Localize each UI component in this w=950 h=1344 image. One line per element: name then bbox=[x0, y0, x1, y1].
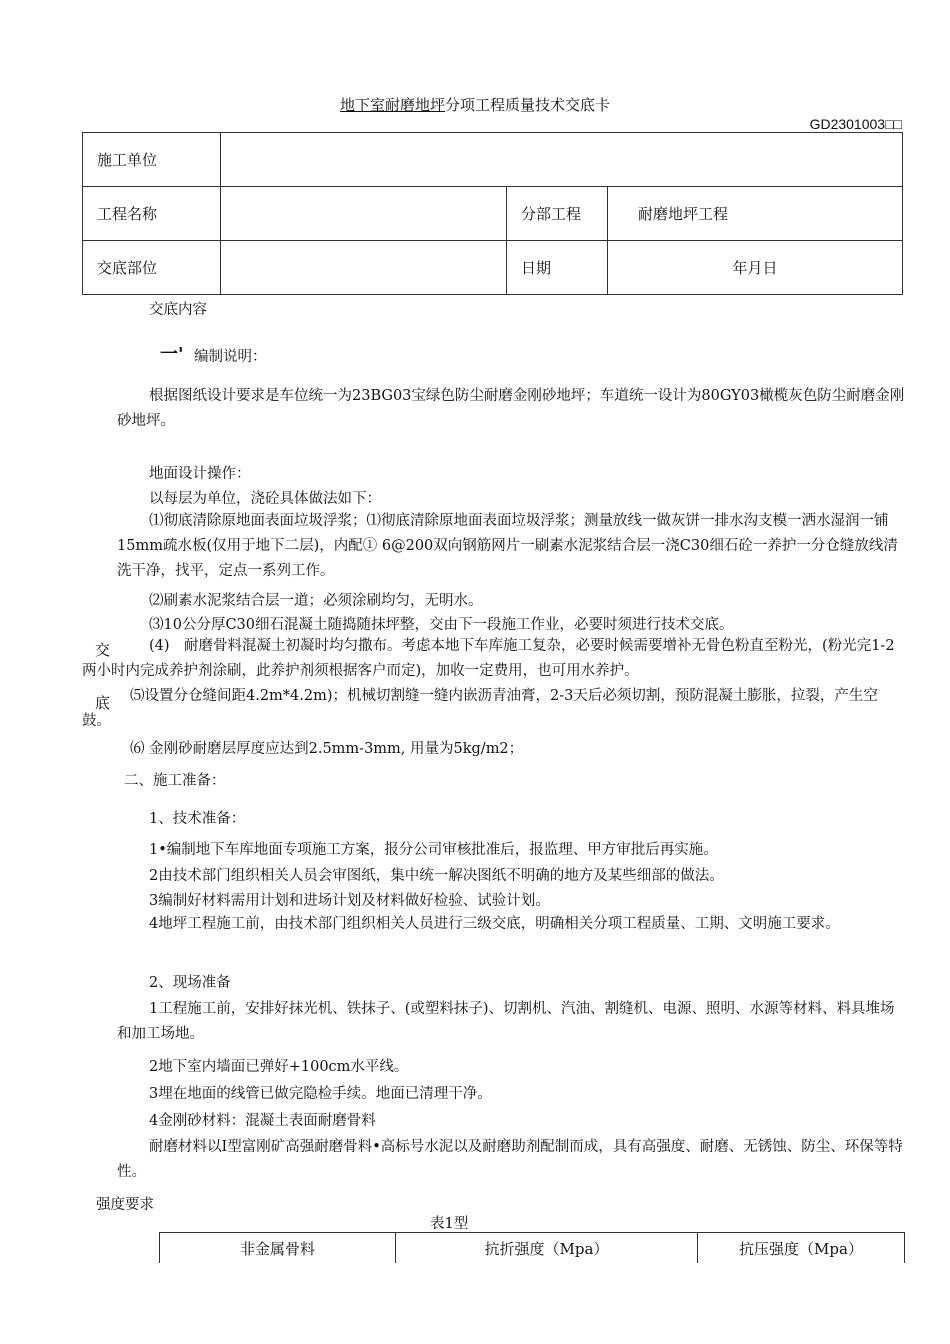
project-value bbox=[221, 187, 507, 241]
side-char-1: 交 bbox=[95, 641, 111, 659]
ops-title: 地面设计操作： bbox=[149, 466, 251, 482]
strength-table bbox=[159, 1232, 905, 1263]
table-caption: 表1型 bbox=[430, 1216, 469, 1232]
content-heading: 交底内容 bbox=[149, 302, 207, 318]
strength-header-compressive: 抗压强度（Mpa） bbox=[698, 1233, 905, 1264]
document-code: GD2301003□□ bbox=[809, 116, 902, 132]
header-table bbox=[82, 132, 903, 295]
date-label: 日期 bbox=[507, 241, 608, 295]
section2-title: 二、施工准备： bbox=[124, 773, 226, 789]
strength-header-flexural: 抗折强度（Mpa） bbox=[396, 1233, 698, 1264]
step-4: (4) 耐磨骨料混凝土初凝时均匀撒布。考虑本地下车库施工复杂，必要时候需要增补无骨色粉直至粉光，(粉光完1-2两小时内完成养护剂涂刷，此养护剂须根据客户而定)，加收一定费用，也可用水养护。 bbox=[82, 638, 895, 679]
project-label: 工程名称 bbox=[83, 187, 221, 241]
ops-intro: 以每层为单位，浇砼具体做法如下： bbox=[149, 491, 381, 507]
date-value: 年月日 bbox=[608, 241, 903, 295]
position-value bbox=[221, 241, 507, 295]
step-6: ⑹ 金刚砂耐磨层厚度应达到2.5mm-3mm, 用量为5kg/m2； bbox=[130, 741, 524, 757]
strength-header-aggregate: 非金属骨料 bbox=[160, 1233, 396, 1264]
subproject-label: 分部工程 bbox=[507, 187, 608, 241]
design-paragraph: 根据图纸设计要求是车位统一为23BG03宝绿色防尘耐磨金刚砂地坪；车道统一设计为80GY03橄榄灰色防尘耐磨金刚砂地坪。 bbox=[117, 388, 905, 429]
step-5: ⑸设置分仓缝间距4.2m*4.2m)；机械切割缝一缝内嵌沥青油膏，2-3天后必须切割，预防混凝土膨胀，拉裂，产生空鼓。 bbox=[82, 688, 878, 729]
section1-mark: 一' bbox=[160, 344, 184, 365]
site-item-1: 1工程施工前，安排好抹光机、铁抹子、(或塑料抹子)、切割机、汽油、割缝机、电源、照明、水源等材料、料具堆场和加工场地。 bbox=[117, 1001, 895, 1042]
section1-title: 编制说明： bbox=[194, 349, 267, 365]
step-3: ⑶10公分厚C30细石混凝土随捣随抹坪整，交由下一段施工作业，必要时须进行技术交底。 bbox=[149, 617, 734, 633]
table-row bbox=[160, 1233, 905, 1264]
step-1: ⑴彻底清除原地面表面垃圾浮浆；⑴彻底清除原地面表面垃圾浮浆；测量放线一做灰饼一排水沟支模一洒水湿润一铺15mm疏水板(仅用于地下二层)，内配① 6@200双向钢筋网片一刷素水泥浆结合层一浇C30细石砼一养护一分仓缝放线清洗干净，找平，定点一系列工作。 bbox=[117, 513, 898, 579]
strength-title: 强度要求 bbox=[96, 1197, 154, 1213]
title-rest: 分项工程质量技术交底卡 bbox=[445, 96, 611, 114]
site-item-2: 2地下室内墙面已弹好+100cm水平线。 bbox=[149, 1059, 409, 1075]
unit-label: 施工单位 bbox=[83, 133, 221, 187]
unit-value bbox=[221, 133, 903, 187]
title-underlined: 地下室耐磨地坪 bbox=[339, 96, 445, 114]
site-prep-title: 2、现场准备 bbox=[149, 975, 231, 991]
table-row bbox=[83, 187, 903, 241]
table-row bbox=[83, 133, 903, 187]
step-2: ⑵刷素水泥浆结合层一道；必须涂刷均匀，无明水。 bbox=[149, 593, 483, 609]
table-row bbox=[83, 241, 903, 295]
site-item-3: 3埋在地面的线管已做完隐检手续。地面已清理干净。 bbox=[149, 1086, 492, 1102]
subproject-value: 耐磨地坪工程 bbox=[608, 187, 903, 241]
side-char-2: 底 bbox=[95, 694, 111, 712]
site-item-4: 4金刚砂材料：混凝土表面耐磨骨料 bbox=[149, 1113, 376, 1129]
position-label: 交底部位 bbox=[83, 241, 221, 295]
tech-item-1: 1•编制地下车库地面专项施工方案，报分公司审核批准后，报监理、甲方审批后再实施。 bbox=[149, 842, 718, 858]
tech-item-3: 3编制好材料需用计划和进场计划及材料做好检验、试验计划。 bbox=[149, 893, 550, 909]
tech-item-4: 4地坪工程施工前，由技术部门组织相关人员进行三级交底，明确相关分项工程质量、工期、文明施工要求。 bbox=[149, 916, 840, 932]
tech-item-2: 2由技术部门组织相关人员会审图纸，集中统一解决图纸不明确的地方及某些细部的做法。 bbox=[149, 868, 724, 884]
material-paragraph: 耐磨材料以I型富刚矿高强耐磨骨料•高标号水泥以及耐磨助剂配制而成，具有高强度、耐磨、无锈蚀、防尘、环保等特性。 bbox=[117, 1139, 903, 1180]
document-title bbox=[0, 94, 950, 115]
tech-prep-title: 1、技术准备： bbox=[149, 811, 246, 827]
